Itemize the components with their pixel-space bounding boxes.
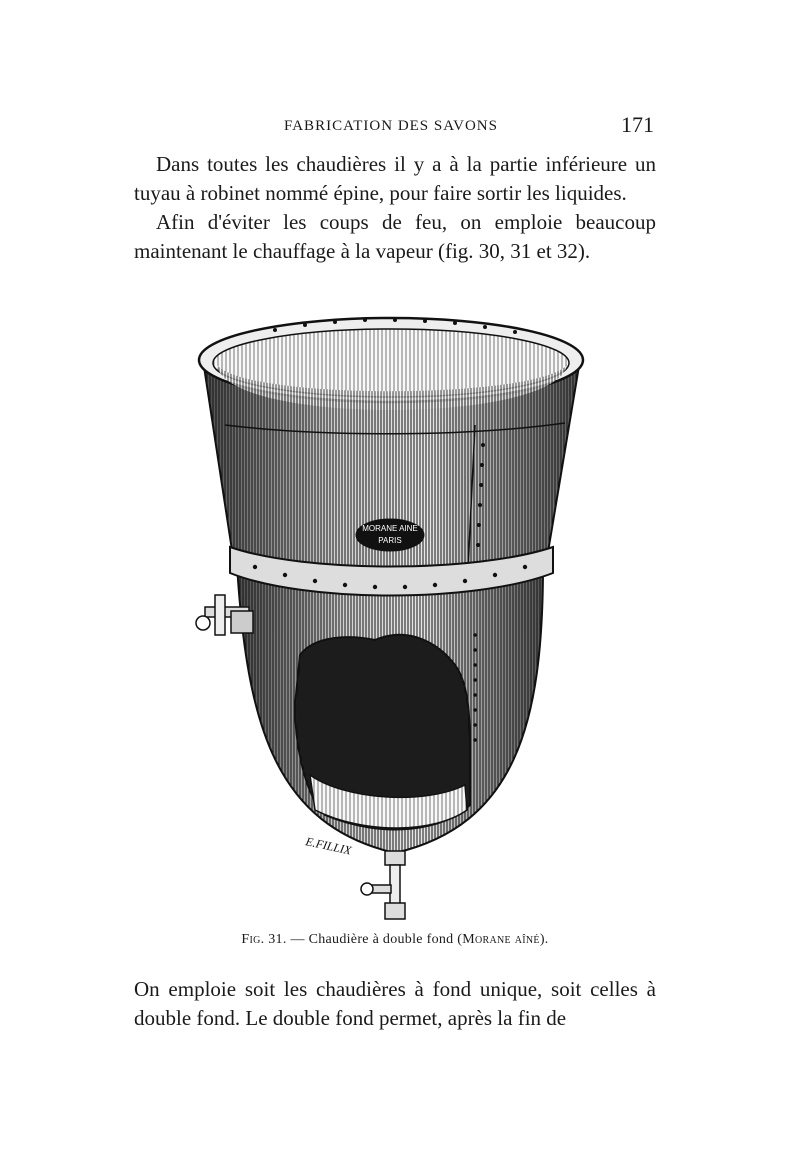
engraver-signature: E.FILLIX [304,834,353,858]
maker-plate-line1: MORANE AINE [362,524,418,533]
paragraph-1: Dans toutes les chaudières il y a à la partie inférieure un tuyau à robinet nommé épine, pour faire sortir les liquides. [134,152,656,205]
paragraph-3: On emploie soit les chaudières à fond unique, soit celles à double fond. Le double fond permet, après la fin de [134,977,656,1030]
maker-plate [356,519,424,551]
body-text-bottom [134,975,656,1033]
figure-boiler-illustration [185,305,605,925]
boiler-engraving [185,305,605,925]
page-number: 171 [621,112,654,137]
caption-dash: — [290,932,305,947]
caption-maker: (Morane aîné). [457,932,549,947]
caption-text: Chaudière à double fond [308,932,454,947]
drain-valve [361,851,405,919]
maker-plate-line2: PARIS [378,536,402,545]
running-title: FABRICATION DES SAVONS [284,118,498,134]
caption-label: Fig. 31. [241,932,287,947]
lower-vessel [237,565,543,853]
running-head [134,112,654,142]
figure-caption [134,932,656,948]
body-text-top [134,150,656,266]
paragraph-2: Afin d'éviter les coups de feu, on emploie beaucoup maintenant le chauffage à la vapeur (fig. 30, 31 et 32). [134,210,656,263]
